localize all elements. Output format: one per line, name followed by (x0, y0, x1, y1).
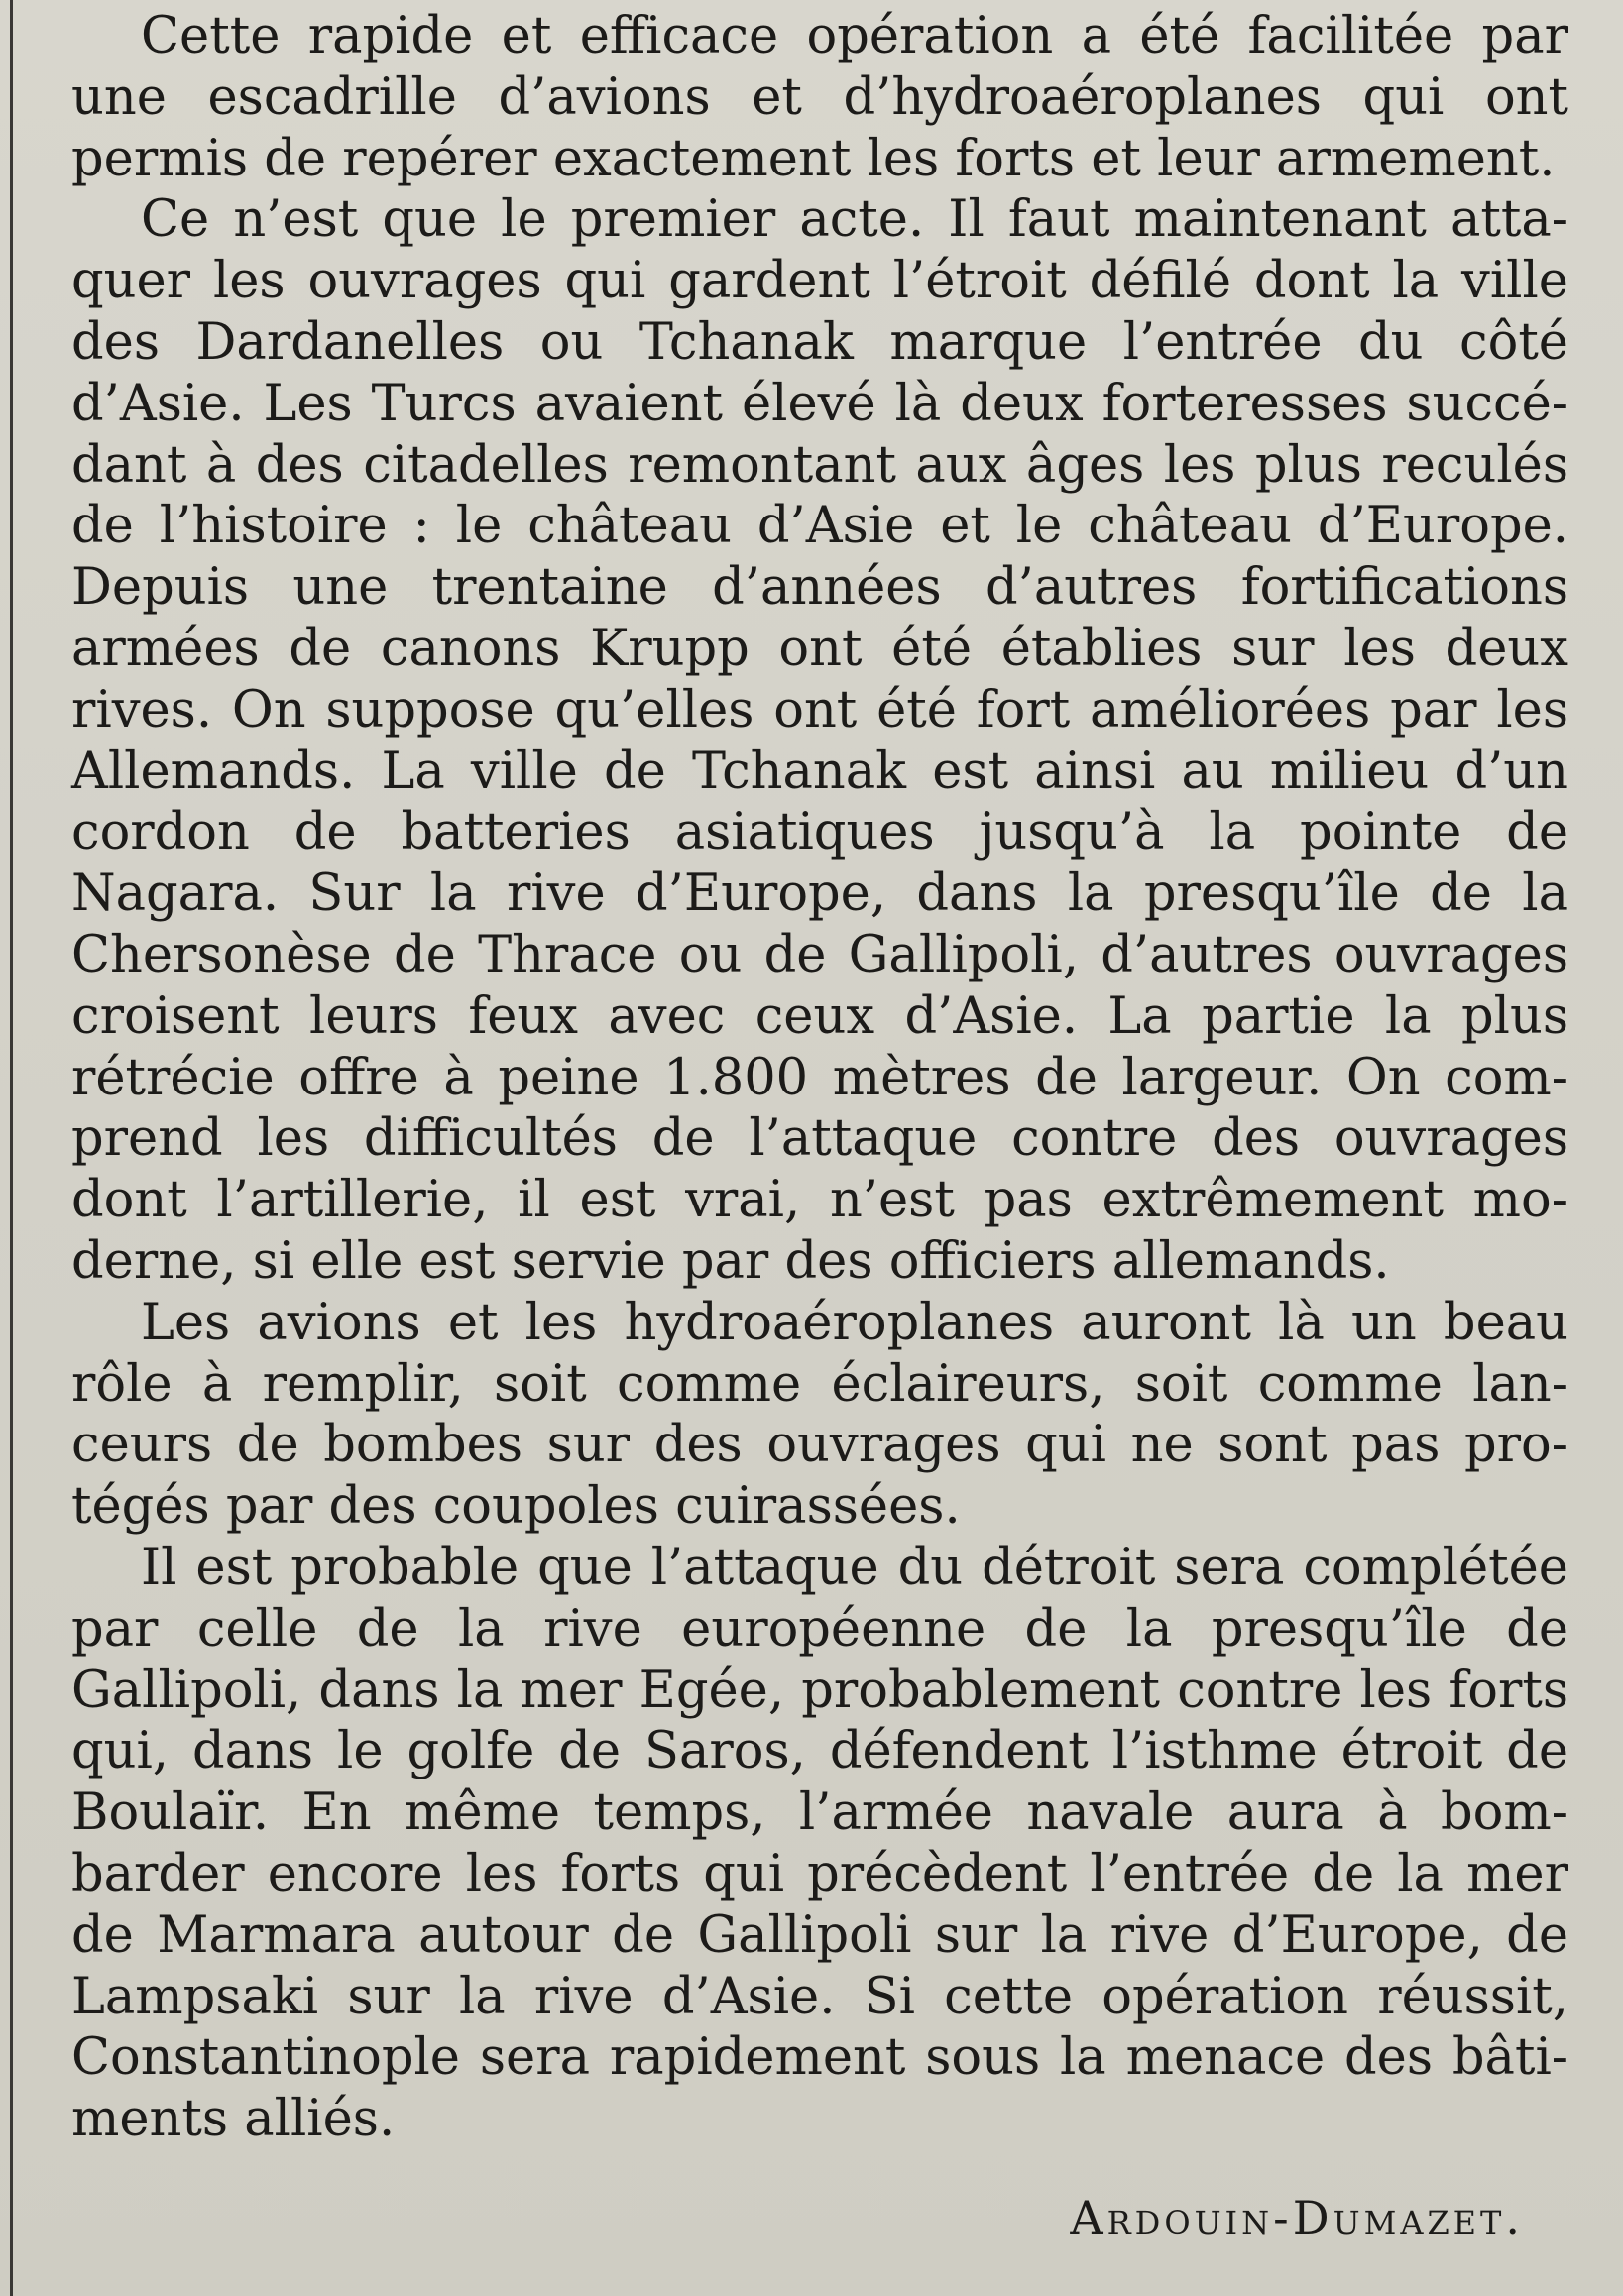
paragraph-1: Cette rapide et efficace opération a été facilitée par une escadrille d’avions et d’hydroaéroplanes qui ont permis de repérer exactement les forts et leur armement. (71, 7, 1568, 188)
paragraph-4: Il est probable que l’attaque du détroit sera complétée par celle de la rive européenne de la presqu’île de Gallipoli, dans la mer Egée, probablement contre les forts qui, dans le golfe de Saros, défendent l’isthme étroit de Boulaïr. En même temps, l’armée navale aura à bombarder encore les forts qui précèdent l’entrée de la mer de Marmara autour de Gallipoli sur la rive d’Europe, de Lampsaki sur la rive d’Asie. Si cette opération réussit, Constantinople sera rapidement sous la menace des bâtiments alliés. (71, 1538, 1568, 2149)
margin-rule (10, 0, 13, 2296)
article-body (71, 6, 1568, 2150)
paragraph-3: Les avions et les hydroaéroplanes auront là un beau rôle à remplir, soit comme éclaireurs, soit comme lanceurs de bombes sur des ouvrages qui ne sont pas protégés par des coupoles cuirassées. (71, 1293, 1568, 1537)
paragraph-2: Ce n’est que le premier acte. Il faut maintenant attaquer les ouvrages qui gardent l’étroit défilé dont la ville des Dardanelles ou Tchanak marque l’entrée du côté d’Asie. Les Turcs avaient élevé là deux forteresses succédant à des citadelles remontant aux âges les plus reculés de l’histoire : le château d’Asie et le château d’Europe. Depuis une trentaine d’années d’autres fortifications armées de canons Krupp ont été établies sur les deux rives. On suppose qu’elles ont été fort améliorées par les Allemands. La ville de Tchanak est ainsi au milieu d’un cordon de batteries asiatiques jusqu’à la pointe de Nagara. Sur la rive d’Europe, dans la presqu’île de la Chersonèse de Thrace ou de Gallipoli, d’autres ouvrages croisent leurs feux avec ceux d’Asie. La partie la plus rétrécie offre à peine 1.800 mètres de largeur. On comprend les difficultés de l’attaque contre des ouvrages dont l’artillerie, il est vrai, n’est pas extrêmement moderne, si elle est servie par des officiers allemands. (71, 190, 1568, 1291)
author-signature: Ardouin-Dumazet. (1070, 2191, 1524, 2244)
